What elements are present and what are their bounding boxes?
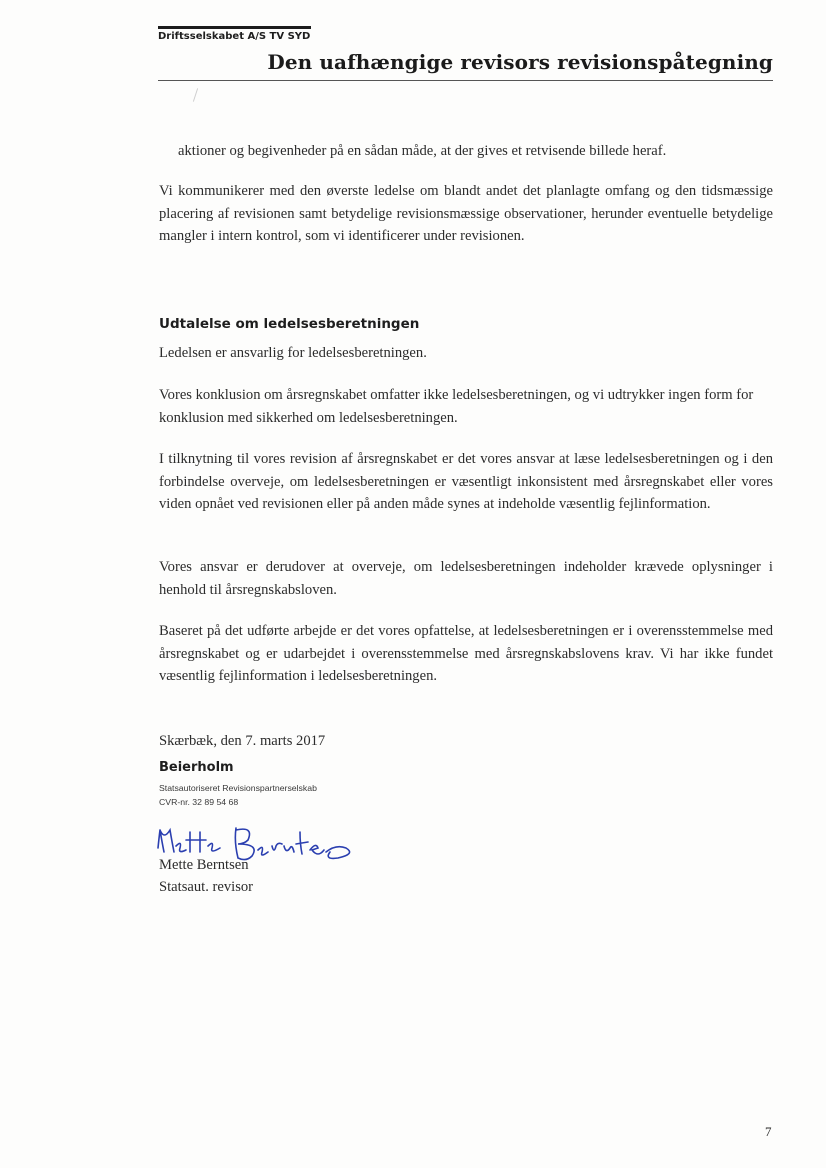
firm-name: Beierholm bbox=[159, 760, 234, 775]
section-heading: Udtalelse om ledelsesberetningen bbox=[159, 316, 420, 332]
paragraph-conclusion-scope: Vores konklusion om årsregnskabet omfatter ikke ledelsesberetningen, og vi udtrykker ingen form for konklusion med sikkerhed om ledelsesberetningen. bbox=[159, 387, 754, 426]
place-date: Skærbæk, den 7. marts 2017 bbox=[159, 733, 326, 749]
company-name: Driftsselskabet A/S TV SYD bbox=[158, 31, 311, 42]
signer-title: Statsaut. revisor bbox=[159, 879, 254, 895]
firm-cvr: CVR-nr. 32 89 54 68 bbox=[159, 797, 239, 807]
paragraph-additional-duty: Vores ansvar er derudover at overveje, om ledelsesberetningen indeholder krævede oplysninger i henhold til årsregnskabsloven. bbox=[159, 559, 773, 598]
continued-line: aktioner og begivenheder på en sådan måde, at der gives et retvisende billede heraf. bbox=[178, 143, 667, 159]
scan-artifact bbox=[193, 88, 198, 102]
paragraph-opinion: Baseret på det udførte arbejde er det vores opfattelse, at ledelsesberetningen er i overensstemmelse med årsregnskabet og er udarbejdet i overensstemmelse med årsregnskabslovens krav. Vi har ikke fundet væsentlig fejlinformation i ledelsesberetningen. bbox=[159, 623, 773, 684]
firm-type: Statsautoriseret Revisionspartnerselskab bbox=[159, 783, 317, 793]
page-number: 7 bbox=[765, 1124, 772, 1139]
signer-name: Mette Berntsen bbox=[159, 857, 249, 873]
paragraph-communication: Vi kommunikerer med den øverste ledelse om blandt andet det planlagte omfang og den tidsmæssige placering af revisionen samt betydelige revisionsmæssige observationer, herunder eventuelle betydelige mangler i intern kontrol, som vi identificerer under revisionen. bbox=[159, 183, 773, 244]
page-title: Den uafhængige revisors revisionspåtegning bbox=[267, 50, 773, 74]
company-rule bbox=[158, 26, 311, 29]
title-divider bbox=[158, 80, 773, 81]
paragraph-responsibility: Ledelsen er ansvarlig for ledelsesberetningen. bbox=[159, 345, 427, 361]
paragraph-auditor-duty: I tilknytning til vores revision af årsregnskabet er det vores ansvar at læse ledelsesberetningen og i den forbindelse overveje, om ledelsesberetningen er væsentligt inkonsistent med årsregnskabet eller vores viden opnået ved revisionen eller på anden måde synes at indeholde væsentlig fejlinformation. bbox=[159, 451, 773, 512]
